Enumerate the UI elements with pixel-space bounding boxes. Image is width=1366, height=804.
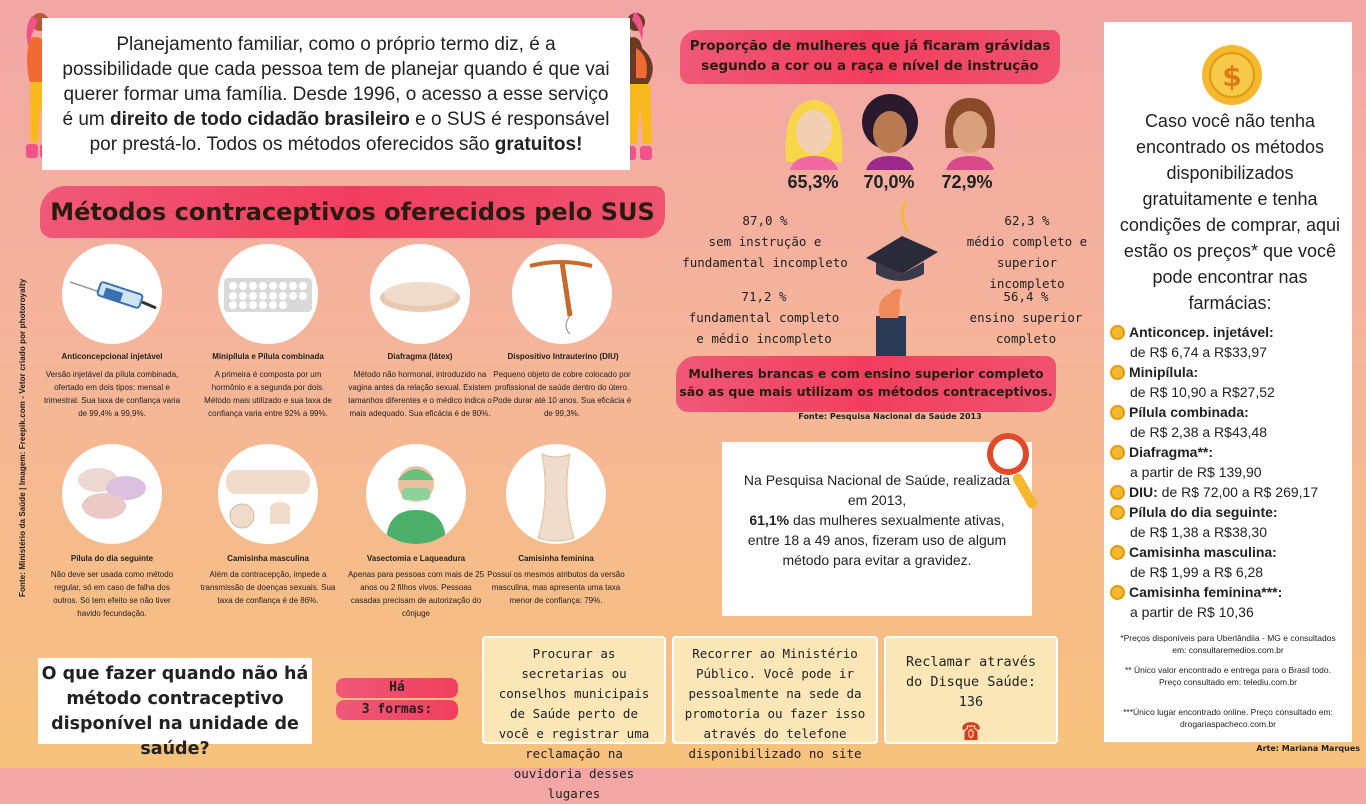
- method-name-7: Vasectomia e Laqueadura: [366, 554, 466, 563]
- method-desc-3: Método não hormonal, introduzido na vagina antes da relação sexual. Existem tamanhos diferentes e o médico indica o mais adequado. Sua eficácia é de 80%.: [348, 370, 492, 418]
- svg-text:$: $: [1222, 60, 1242, 93]
- price-name-3: Pílula combinada:: [1129, 404, 1249, 420]
- price-item-8: [1110, 582, 1346, 622]
- graduation-cap-icon: [862, 200, 942, 356]
- price-value-8: a partir de R$ 10,36: [1130, 604, 1254, 620]
- price-item-4: [1110, 442, 1346, 482]
- method-desc-7: Apenas para pessoas com mais de 25 anos ou 2 filhos vivos. Pessoas casadas precisam de autorização do cônjuge: [347, 570, 485, 618]
- coin-bullet-icon: [1110, 505, 1125, 520]
- edu-label-1: sem instrução e fundamental incompleto: [682, 234, 848, 270]
- coin-bullet-icon: [1110, 485, 1125, 500]
- price-value-6: de R$ 1,38 a R$38,30: [1130, 524, 1267, 540]
- race-pct-2: 70,0%: [863, 172, 915, 192]
- coin-bullet-icon: [1110, 365, 1125, 380]
- edu-label-2: médio completo e superior incompleto: [966, 234, 1088, 291]
- ha-label: Há: [336, 678, 458, 698]
- brown-woman-icon: [936, 92, 1004, 170]
- art-credit: Arte: Mariana Marques: [1256, 744, 1360, 753]
- price-value-5: de R$ 72,00 a R$ 269,17: [1157, 484, 1319, 500]
- price-item-6: [1110, 502, 1346, 542]
- method-desc-8: Possui os mesmos atributos da versão masculina, mas apresenta uma taxa menor de confiança: 79%.: [487, 570, 625, 605]
- edu-stat-4: [966, 286, 1086, 349]
- action-2: Recorrer ao Ministério Público. Você pode ir pessoalmente na sede da promotoria ou fazer isso através do telefone disponibilizado no site: [672, 636, 878, 744]
- survey-text-1: Na Pesquisa Nacional de Saúde, realizada em 2013,: [743, 472, 1011, 508]
- coin-bullet-icon: [1110, 585, 1125, 600]
- intro-text-1: Planejamento familiar, como o próprio termo diz, é a possibilidade que cada pessoa tem de planejar quando é que vai querer formar uma família. Desde 1996, o acesso a esse serviço é um: [62, 34, 610, 130]
- coin-bullet-icon: [1110, 325, 1125, 340]
- pregnancy-title: Proporção de mulheres que já ficaram grávidas segundo a cor ou a raça e nível de instrução: [680, 30, 1060, 84]
- coin-bullet-icon: [1110, 445, 1125, 460]
- coin-bullet-icon: [1110, 405, 1125, 420]
- edu-label-4: ensino superior completo: [969, 310, 1083, 346]
- price-note-2: ** Único valor encontrado e entrega para o Brasil todo. Preço consultado em: telediu.com.br: [1124, 665, 1331, 687]
- action-3-text: Reclamar através do Disque Saúde: 136: [905, 654, 1037, 710]
- race-pct-1: 65,3%: [787, 172, 839, 192]
- price-item-3: [1110, 402, 1346, 442]
- what-to-do-question: O que fazer quando não há método contraceptivo disponível na unidade de saúde?: [38, 658, 312, 744]
- phone-icon: ☎: [961, 713, 981, 748]
- price-name-5: DIU:: [1129, 484, 1158, 500]
- method-desc-1: Versão injetável da pílula combinada, ofertado em dois tipos: mensal e trimestral. Sua taxa de confiança varia de 99,4% a 99,9%.: [43, 370, 181, 418]
- price-value-3: de R$ 2,38 a R$43,48: [1130, 424, 1267, 440]
- edu-stat-3: [684, 286, 844, 349]
- condom-icon: [218, 444, 318, 544]
- method-desc-4: Pequeno objeto de cobre colocado por profissional de saúde dentro do útero. Pode durar até 10 anos. Sua eficácia é de 99,3%.: [492, 370, 632, 418]
- price-value-1: de R$ 6,74 a R$33,97: [1130, 344, 1267, 360]
- race-pct-3: 72,9%: [941, 172, 993, 192]
- edu-pct-3: 71,2 %: [741, 289, 787, 304]
- price-name-8: Camisinha feminina***:: [1129, 584, 1283, 600]
- method-name-6: Camisinha masculina: [227, 554, 309, 563]
- price-item-7: [1110, 542, 1346, 582]
- methods-title: Métodos contraceptivos oferecidos pelo SUS: [40, 186, 665, 238]
- price-note-3: ***Único lugar encontrado online. Preço consultado em: drogariaspacheco.com.br: [1123, 707, 1333, 729]
- price-value-2: de R$ 10,90 a R$27,52: [1130, 384, 1275, 400]
- price-item-2: [1110, 362, 1346, 402]
- credit-vertical: Fonte: Ministério da Saúde | Imagem: Freepik.com - Vetor criado por photoroyalty: [18, 278, 27, 598]
- coin-bullet-icon: [1110, 545, 1125, 560]
- edu-pct-1: 87,0 %: [742, 213, 788, 228]
- price-value-4: a partir de R$ 139,90: [1130, 464, 1262, 480]
- price-item-5: [1110, 482, 1346, 502]
- magnifier-icon: [984, 430, 1050, 514]
- syringe-icon: [62, 244, 162, 344]
- method-name-3: Diafragma (látex): [387, 352, 453, 361]
- white-woman-icon: [780, 92, 848, 170]
- pills-icon: [62, 444, 162, 544]
- coin-icon: [1198, 44, 1266, 106]
- edu-pct-2: 62,3 %: [1004, 213, 1050, 228]
- prices-intro: Caso você não tenha encontrado os métodos disponibilizados gratuitamente e tenha condições de comprar, aqui estão os preços* que você pode encontrar nas farmácias:: [1119, 111, 1341, 313]
- method-desc-5: Não deve ser usada como método regular, só em caso de falha dos outros. Só tem efeito se não tiver havido fecundação.: [50, 570, 174, 618]
- intro-bold-1: direito de todo cidadão brasileiro: [110, 109, 410, 130]
- method-desc-2: A primeira é composta por um hormônio e a segunda por dois. Método mais utilizado e sua taxa de confiança varia entre 92% a 99%.: [204, 370, 332, 418]
- intro-text-box: [42, 18, 630, 170]
- method-name-5: Pílula do dia seguinte: [70, 554, 154, 563]
- edu-pct-4: 56,4 %: [1003, 289, 1049, 304]
- survey-bold: 61,1%: [749, 512, 790, 528]
- price-name-7: Camisinha masculina:: [1129, 544, 1277, 560]
- action-1: Procurar as secretarias ou conselhos municipais de Saúde perto de você e registrar uma reclamação na ouvidoria desses lugares: [482, 636, 666, 744]
- survey-text-2: das mulheres sexualmente ativas, entre 18 a 49 anos, fizeram uso de algum método para evitar a gravidez.: [747, 512, 1007, 568]
- method-desc-6: Além da contracepção, impede a transmissão de doenças sexuais. Sua taxa de confiança é de 86%.: [200, 570, 336, 605]
- pill-pack-icon: [218, 244, 318, 344]
- black-woman-icon: [856, 92, 924, 170]
- action-3: [884, 636, 1058, 748]
- female-condom-icon: [506, 444, 606, 544]
- intro-text-2: e o SUS é responsável por prestá-lo. Todos os métodos oferecidos são: [89, 109, 610, 155]
- method-name-8: Camisinha feminina: [518, 554, 594, 563]
- price-name-2: Minipílula:: [1129, 364, 1199, 380]
- price-name-6: Pílula do dia seguinte:: [1129, 504, 1278, 520]
- diaphragm-icon: [370, 244, 470, 344]
- pregnancy-source: Fonte: Pesquisa Nacional da Saúde 2013: [798, 412, 982, 421]
- price-value-7: de R$ 1,99 a R$ 6,28: [1130, 564, 1264, 580]
- price-note-1: *Preços disponíveis para Uberlândiia - MG e consultados em: consultaremedios.com.br: [1120, 633, 1336, 655]
- price-name-1: Anticoncep. injetável:: [1129, 324, 1274, 340]
- method-name-4: Dispositivo Intrauterino (DIU): [507, 352, 619, 361]
- intro-bold-2: gratuitos!: [494, 134, 583, 155]
- forms-label: 3 formas:: [336, 700, 458, 720]
- surgeon-icon: [366, 444, 466, 544]
- edu-label-3: fundamental completo e médio incompleto: [688, 310, 840, 346]
- price-name-4: Diafragma**:: [1129, 444, 1214, 460]
- method-name-1: Anticoncepcional injetável: [61, 352, 163, 361]
- edu-stat-2: [960, 210, 1094, 294]
- method-name-2: Minipílula e Pílula combinada: [212, 352, 324, 361]
- edu-stat-1: [680, 210, 850, 273]
- price-item-1: [1110, 322, 1346, 362]
- iud-icon: [512, 244, 612, 344]
- pregnancy-highlight: Mulheres brancas e com ensino superior completo são as que mais utilizam os métodos contraceptivos.: [676, 356, 1056, 412]
